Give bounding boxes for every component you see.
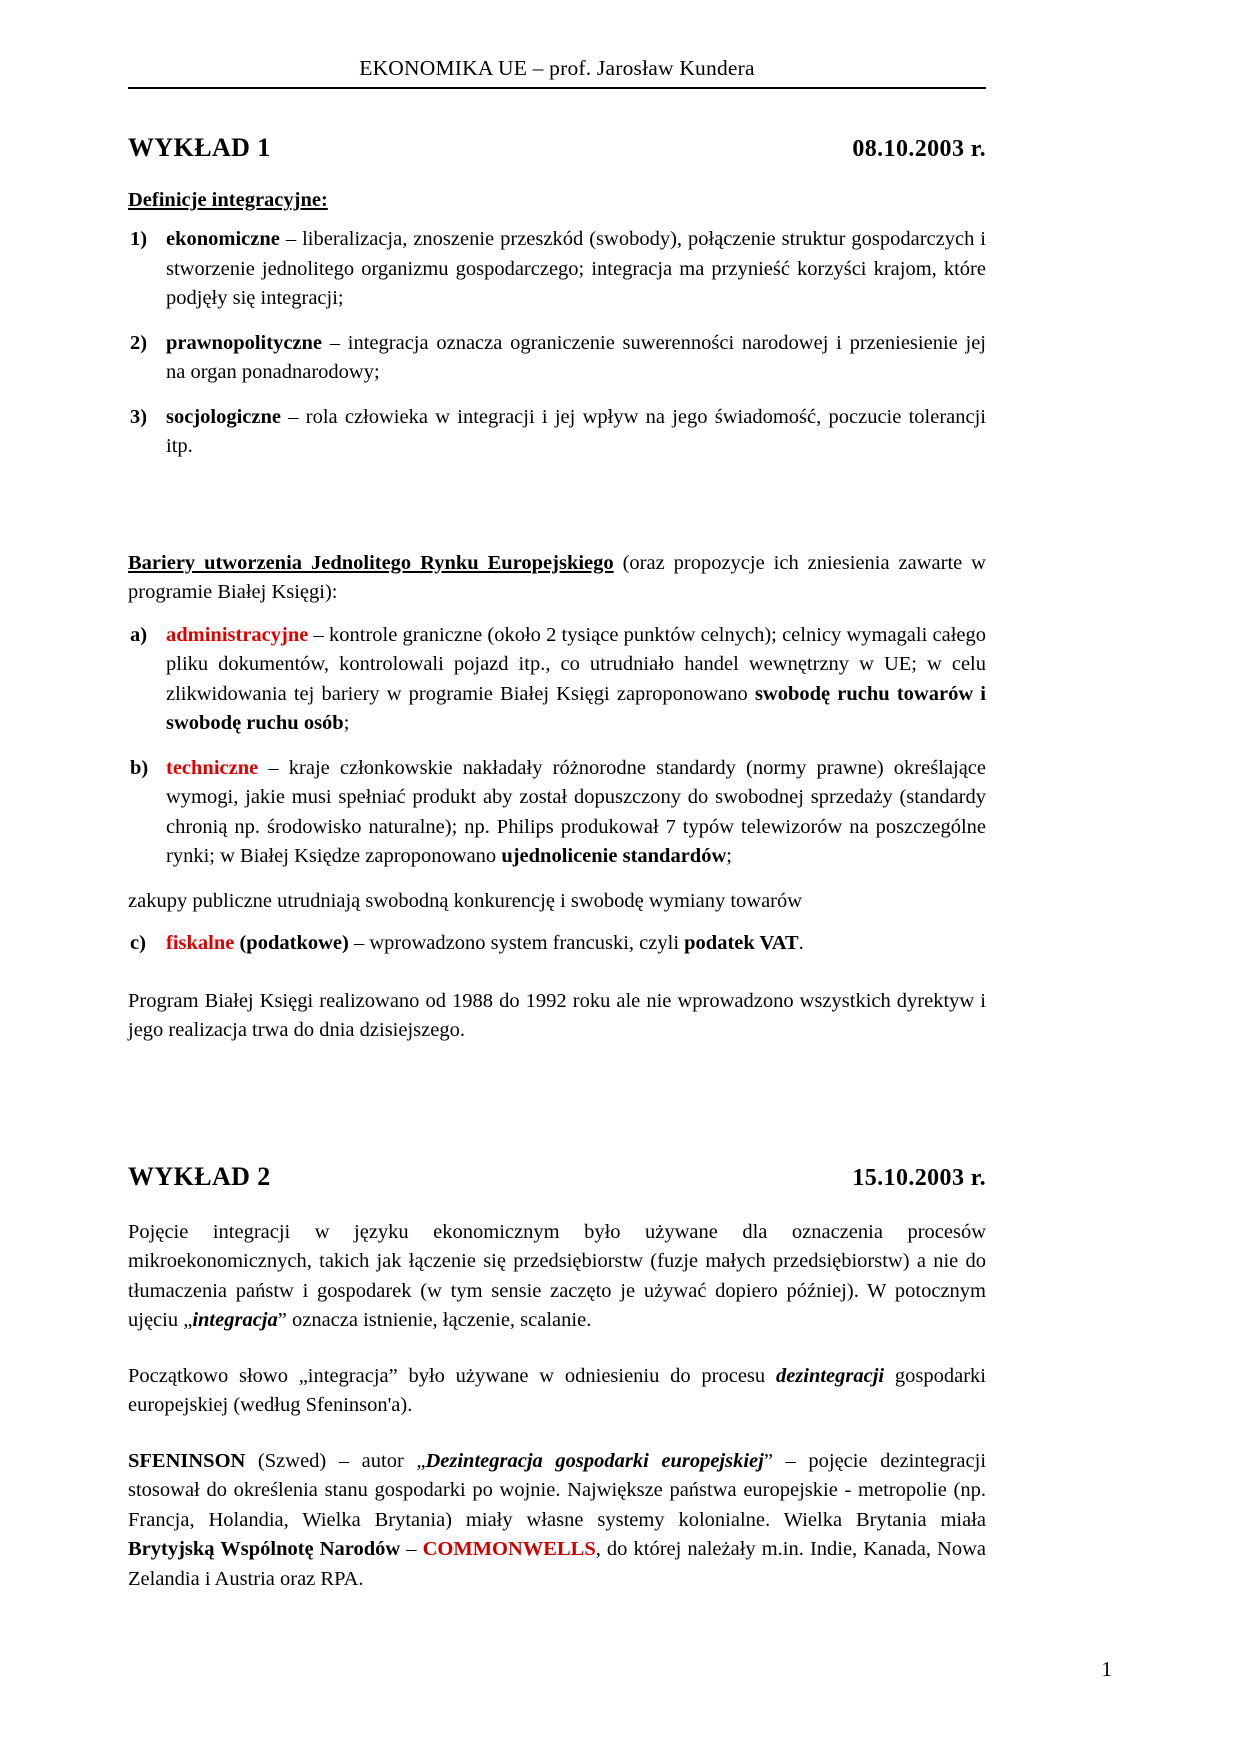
paragraph-text: (Szwed) – autor „ xyxy=(245,1449,426,1472)
paragraph-text: Początkowo słowo „integracja” było używane w odniesieniu do procesu xyxy=(128,1364,776,1387)
barrier-text-end: ; xyxy=(726,845,732,868)
barrier-term-fiscal: fiskalne xyxy=(166,932,235,955)
paragraph-text: Pojęcie integracji w języku ekonomicznym było używane dla oznaczenia procesów mikroekonomicznych, takich jak łączenie się przedsiębiorstw (fuzje małych przedsiębiorstw) a nie do tłumaczenia państw i gospodarek (w tym sensie zaczęto je używać dopiero później). W potocznym ujęciu „ xyxy=(128,1220,986,1332)
lecture-1-heading xyxy=(128,133,986,163)
list-item xyxy=(128,329,986,388)
commonwealth-highlight: COMMONWELLS xyxy=(422,1538,596,1561)
definitions-list xyxy=(128,225,986,462)
list-item xyxy=(128,754,986,872)
definition-term: ekonomiczne xyxy=(166,228,280,250)
list-item-body xyxy=(166,403,986,462)
list-item xyxy=(128,929,986,959)
spacer xyxy=(128,1046,986,1118)
spacer xyxy=(128,916,986,929)
definition-text: – integracja oznacza ograniczenie suwerenności narodowej i przeniesienie jej na organ ponadnarodowy; xyxy=(166,331,986,384)
list-marker: c) xyxy=(130,932,146,955)
list-marker: b) xyxy=(130,756,149,779)
list-marker: 1) xyxy=(130,228,148,250)
spacer xyxy=(128,1192,986,1218)
list-item-body xyxy=(166,754,986,872)
definition-text: – rola człowieka w integracji i jej wpływ na jego świadomość, poczucie tolerancji itp. xyxy=(166,405,986,458)
lecture-2-paragraph-3 xyxy=(128,1447,986,1595)
work-title: Dezintegracja gospodarki europejskiej xyxy=(425,1449,764,1472)
list-marker: 2) xyxy=(130,331,148,354)
paragraph-emphasis: integracja xyxy=(192,1309,278,1332)
barrier-text-end: ; xyxy=(343,712,350,735)
public-procurement-note: zakupy publiczne utrudniają swobodną konkurencję i swobodę wymiany towarów xyxy=(128,889,803,912)
spacer xyxy=(128,1336,986,1362)
running-head: EKONOMIKA UE – prof. Jarosław Kundera xyxy=(359,56,755,80)
paragraph-text-end: , do której należały m.in. Indie, Kanada, Nowa Zelandia i Austria oraz RPA. xyxy=(128,1538,987,1590)
list-marker: 3) xyxy=(130,405,148,428)
definition-term: prawnopolityczne xyxy=(166,331,323,354)
barriers-list xyxy=(128,621,986,872)
spacer xyxy=(128,212,986,225)
definition-text: – liberalizacja, znoszenie przeszkód (swobody), połączenie struktur gospodarczych i stworzenie jednolitego organizmu gospodarczego; integracja ma przynieść korzyści krajom, które podjęły się integracji; xyxy=(166,228,986,310)
barriers-heading-underlined: Bariery utworzenia Jednolitego Rynku Europejskiego xyxy=(128,551,614,574)
spacer xyxy=(128,974,986,987)
barriers-list-continued xyxy=(128,929,986,959)
white-paper-closing-paragraph: Program Białej Księgi realizowano od 1988 do 1992 roku ale nie wprowadzono wszystkich dyrektyw i jego realizacja trwa do dnia dzisiejszego. xyxy=(128,989,986,1042)
list-item-body xyxy=(166,929,986,959)
definition-term: socjologiczne xyxy=(166,405,281,428)
barrier-text: – kontrole graniczne (około 2 tysiące punktów celnych); celnicy wymagali całego pliku dokumentów, kontrolowali pojazd itp., co utrudniało handel wewnętrzny w UE; w celu zlikwidowania tej bariery w programie Białej Księgi zaproponowano xyxy=(166,623,986,705)
author-name: SFENINSON xyxy=(128,1449,246,1472)
barrier-bold-lead: (podatkowe) xyxy=(234,932,349,955)
barrier-text: – kraje członkowskie nakładały różnorodne standardy (normy prawne) określające wymogi, jakie musi spełniać produkt aby został dopuszczony do swobodnej sprzedaży (standardy chronią np. środowisko naturalne); np. Philips produkował 7 typów telewizorów na poszczególne rynki; w Białej Księdze zaproponowano xyxy=(166,756,986,868)
barriers-heading xyxy=(128,549,986,608)
list-item-body xyxy=(166,621,986,739)
barrier-emphasis: swobodę ruchu towarów i swobodę ruchu osób xyxy=(166,682,986,735)
barrier-text: – wprowadzono system francuski, czyli xyxy=(348,932,685,955)
paragraph-emphasis: dezintegracji xyxy=(775,1364,885,1387)
barrier-emphasis: podatek VAT xyxy=(684,932,799,955)
lecture-2-heading xyxy=(128,1162,986,1192)
spacer xyxy=(128,1421,986,1447)
page-number: 1 xyxy=(1101,1657,1112,1681)
lecture-2-paragraph-2 xyxy=(128,1362,986,1421)
paragraph-text-2: ” – pojęcie dezintegracji stosował do określenia stanu gospodarki po wojnie. Największe państwa europejskie - metropolie (np. Francja, Holandia, Wielka Brytania) miały własne systemy kolonialne. Wielka Brytania miała xyxy=(128,1449,987,1531)
spacer xyxy=(128,477,986,549)
page-content xyxy=(128,56,986,1595)
barrier-term-technical: techniczne xyxy=(166,756,259,779)
list-item xyxy=(128,225,986,314)
barrier-emphasis: ujednolicenie standardów xyxy=(501,845,727,868)
lecture-2-title: WYKŁAD 2 xyxy=(128,1161,271,1191)
barrier-text-end: . xyxy=(798,932,804,955)
definitions-heading: Definicje integracyjne: xyxy=(128,189,328,211)
paragraph-text-end: ” oznacza istnienie, łączenie, scalanie. xyxy=(277,1309,592,1332)
barriers-heading-rest: (oraz propozycje ich zniesienia zawarte w programie Białej Księgi): xyxy=(128,551,986,604)
spacer xyxy=(128,608,986,621)
lecture-2-date: 15.10.2003 r. xyxy=(852,1164,986,1191)
list-item xyxy=(128,403,986,462)
paragraph-text-end: gospodarki europejskiej (według Sfeninson'a). xyxy=(128,1364,986,1417)
list-item-body xyxy=(166,225,986,314)
list-item-body xyxy=(166,329,986,388)
list-item xyxy=(128,621,986,739)
list-marker: a) xyxy=(130,623,148,646)
spacer xyxy=(128,1118,986,1162)
spacer xyxy=(128,89,986,133)
paragraph-emphasis: Brytyjską Wspólnotę Narodów xyxy=(128,1538,401,1561)
lecture-2-paragraph-1 xyxy=(128,1218,986,1336)
paragraph-text-3: – xyxy=(400,1538,423,1561)
barrier-term-administrative: administracyjne xyxy=(166,623,309,646)
lecture-1-title: WYKŁAD 1 xyxy=(128,133,271,162)
spacer xyxy=(128,163,986,189)
lecture-1-date: 08.10.2003 r. xyxy=(852,136,986,162)
